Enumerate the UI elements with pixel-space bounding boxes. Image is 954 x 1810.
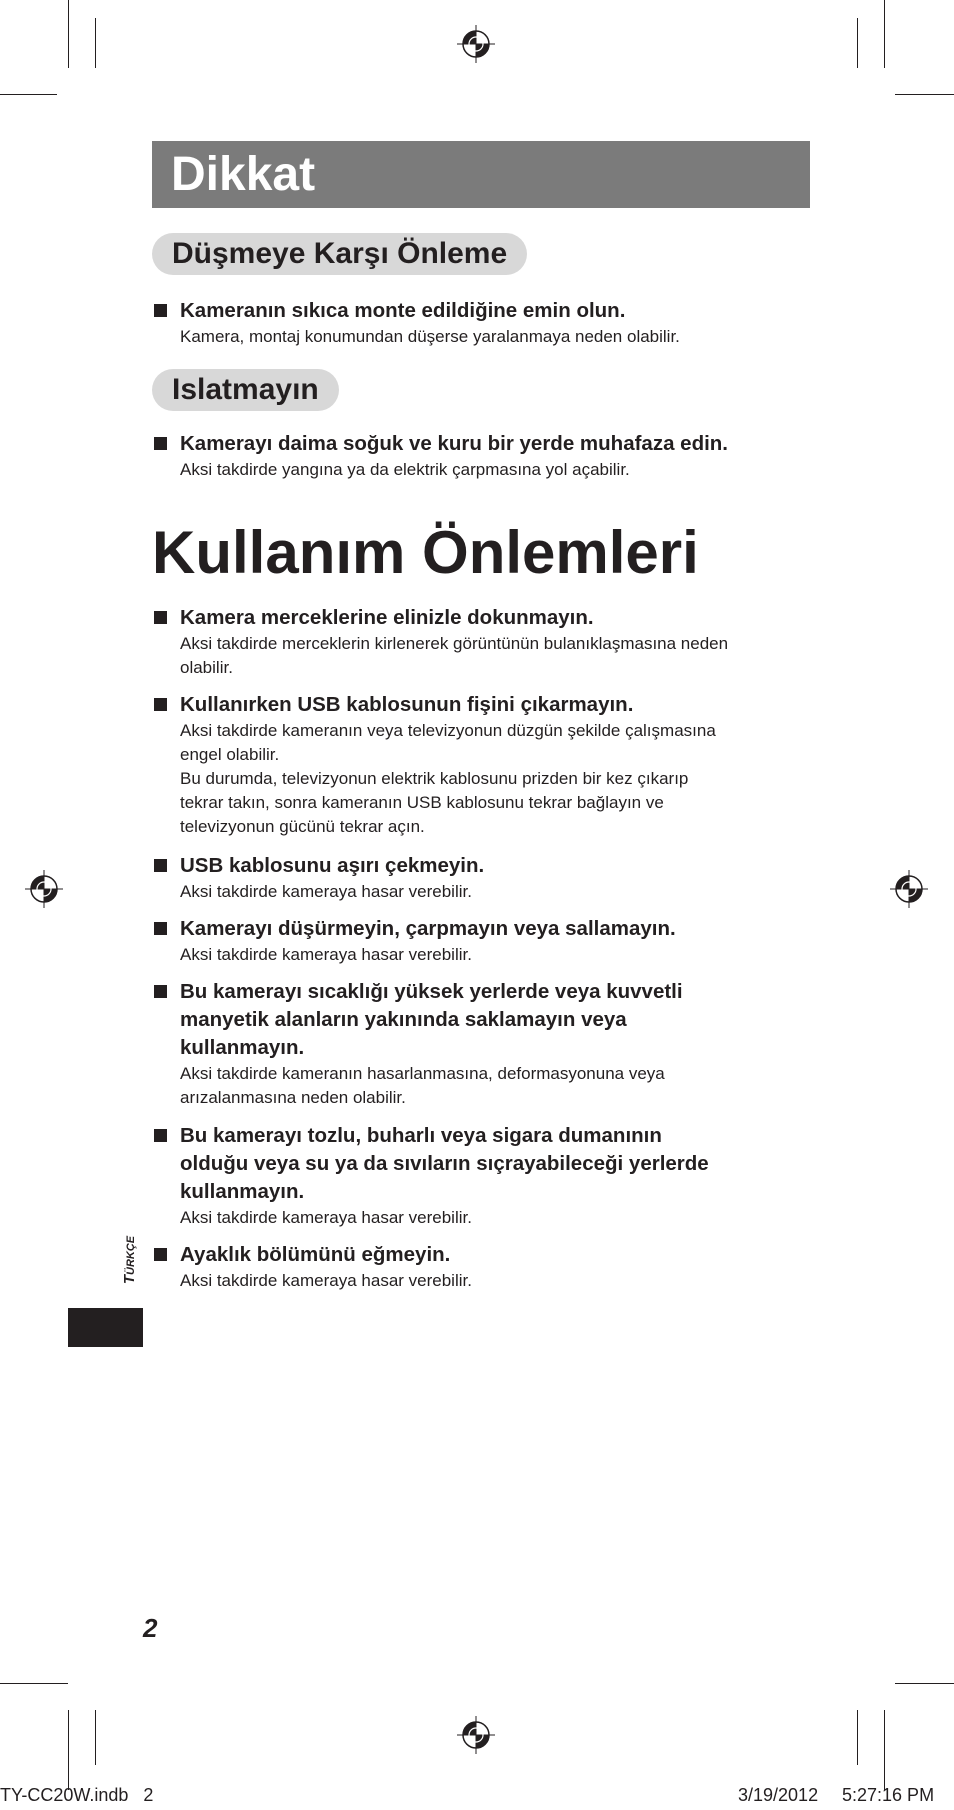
list-item [152,604,817,680]
crop-mark [68,0,69,68]
item-title-line: manyetik alanların yakınında saklamayın veya [180,1008,627,1031]
crop-mark [884,0,885,68]
item-title-line: Bu kamerayı tozlu, buharlı veya sigara dumanının [180,1124,662,1147]
page-title: Kullanım Önlemleri [152,519,699,586]
item-body: Kamera, montaj konumundan düşerse yaralanmaya neden olabilir. [180,327,680,346]
item-body-line: televizyonun gücünü tekrar açın. [180,817,425,836]
print-footer-date: 3/19/2012 [738,1785,819,1805]
list-item [152,297,817,349]
item-body-line: Aksi takdirde kameranın veya televizyonun düzgün şekilde çalışmasına [180,721,716,740]
item-body-line: Aksi takdirde kameraya hasar verebilir. [180,1208,472,1227]
item-title: Kameranın sıkıca monte edildiğine emin olun. [180,299,626,322]
print-footer-file: TY-CC20W.indb 2 [0,1785,154,1805]
crop-mark [95,18,96,68]
list-item [152,1122,817,1230]
square-bullet-icon [154,437,167,450]
language-tab-block [68,1308,143,1347]
item-body-line: Aksi takdirde kameranın hasarlanmasına, deformasyonuna veya [180,1064,665,1083]
crop-mark [0,94,57,95]
item-body-line: tekrar takın, sonra kameranın USB kablosunu tekrar bağlayın ve [180,793,664,812]
list-item [152,1241,817,1293]
crop-mark [857,18,858,68]
item-body-line: Aksi takdirde kameraya hasar verebilir. [180,945,472,964]
item-body-line: engel olabilir. [180,745,280,764]
registration-mark-icon [25,870,63,908]
crop-mark [0,1683,68,1684]
list-item [152,978,817,1110]
crop-mark [95,1710,96,1765]
language-tab-label [118,1222,142,1298]
item-body-line: arızalanmasına neden olabilir. [180,1088,406,1107]
square-bullet-icon [154,859,167,872]
page-number: 2 [143,1613,158,1643]
item-title: USB kablosunu aşırı çekmeyin. [180,854,485,877]
item-title: Ayaklık bölümünü eğmeyin. [180,1243,451,1266]
language-tab-text: Türkçe [121,1235,138,1285]
item-title-line: olduğu veya su ya da sıvıların sıçrayabileceği yerlerde [180,1152,709,1175]
item-body-line: Aksi takdirde kameraya hasar verebilir. [180,1271,472,1290]
item-title: Kamerayı daima soğuk ve kuru bir yerde muhafaza edin. [180,432,729,455]
print-footer-time: 5:27:16 PM [842,1785,935,1805]
item-title-line: kullanmayın. [180,1180,305,1203]
list-item [152,691,817,839]
section-heading: Düşmeye Karşı Önleme [152,233,527,275]
square-bullet-icon [154,611,167,624]
item-title-line: Bu kamerayı sıcaklığı yüksek yerlerde veya kuvvetli [180,980,683,1003]
item-body-line: olabilir. [180,658,233,677]
square-bullet-icon [154,1129,167,1142]
list-item [152,915,817,967]
registration-mark-icon [457,1716,495,1754]
crop-mark [884,1710,885,1790]
item-body-line: Aksi takdirde merceklerin kirlenerek görüntünün bulanıklaşmasına neden [180,634,729,653]
section-heading: Islatmayın [152,369,339,411]
square-bullet-icon [154,985,167,998]
crop-mark [68,1710,69,1790]
item-body: Aksi takdirde yangına ya da elektrik çarpmasına yol açabilir. [180,460,630,479]
list-item [152,430,817,482]
item-title: Kullanırken USB kablosunun fişini çıkarmayın. [180,693,634,716]
page-banner-title: Dikkat [152,141,810,208]
crop-mark [895,94,954,95]
list-item [152,852,817,904]
item-body-line: Bu durumda, televizyonun elektrik kablosunu prizden bir kez çıkarıp [180,769,689,788]
item-title: Kamerayı düşürmeyin, çarpmayın veya sallamayın. [180,917,676,940]
square-bullet-icon [154,304,167,317]
square-bullet-icon [154,1248,167,1261]
item-title: Kamera merceklerine elinizle dokunmayın. [180,606,594,629]
square-bullet-icon [154,922,167,935]
registration-mark-icon [890,870,928,908]
item-body-line: Aksi takdirde kameraya hasar verebilir. [180,882,472,901]
item-title-line: kullanmayın. [180,1036,305,1059]
square-bullet-icon [154,698,167,711]
crop-mark [895,1683,954,1684]
registration-mark-icon [457,25,495,63]
crop-mark [857,1710,858,1765]
